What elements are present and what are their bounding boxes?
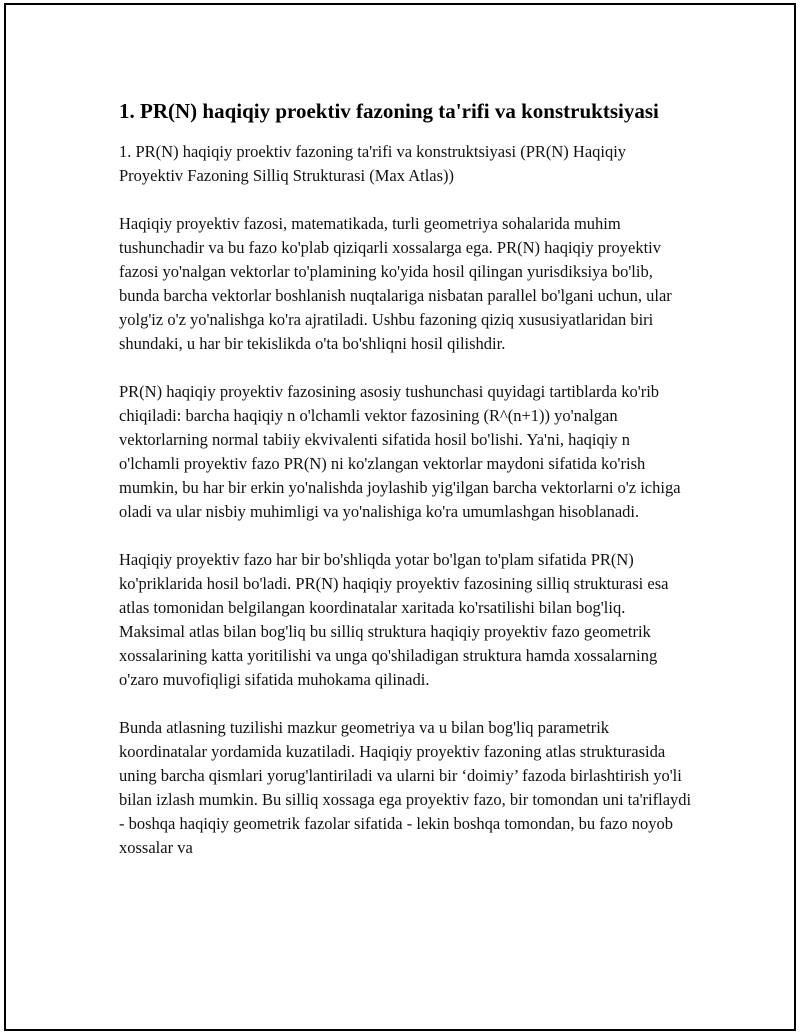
section-heading: 1. PR(N) haqiqiy proektiv fazoning ta'rifi va konstruktsiyasi bbox=[119, 99, 659, 123]
paragraph-1: 1. PR(N) haqiqiy proektiv fazoning ta'rifi va konstruktsiyasi (PR(N) Haqiqiy Proyektiv Fazoning Silliq Strukturasi (Max Atlas)) bbox=[119, 142, 627, 185]
paragraph-2: Haqiqiy proyektiv fazosi, matematikada, turli geometriya sohalarida muhim tushunchadir va bu fazo ko'plab qiziqarli xossalarga ega. PR(N) haqiqiy proyektiv fazosi yo'nalgan vektorlar to'plamining ko'yida hosil qilingan yurisdiksiya bo'lib, bunda barcha vektorlar boshlanish nuqtalariga nisbatan parallel bo'lgani uchun, ular yolg'iz o'z yo'nalishga ko'ra ajratiladi. Ushbu fazoning qiziq xususiyatlaridan biri shundaki, u har bir tekislikda o'ta bo'shliqni hosil qilishdir. bbox=[119, 214, 672, 353]
document-body bbox=[119, 96, 694, 884]
paragraph-3: PR(N) haqiqiy proyektiv fazosining asosiy tushunchasi quyidagi tartiblarda ko'rib chiqiladi: barcha haqiqiy n o'lchamli vektor fazosining (R^(n+1)) yo'nalgan vektorlarning normal tabiiy ekvivalenti sifatida hosil bo'lishi. Ya'ni, haqiqiy n o'lchamli proyektiv fazo PR(N) ni ko'zlangan vektorlar maydoni sifatida ko'rish mumkin, bu har bir erkin yo'nalishda joylashib yig'ilgan barcha vektorlarni o'z ichiga oladi va ular nisbiy muhimligi va yo'nalishiga ko'ra umumlashgan hisoblanadi. bbox=[119, 382, 681, 521]
paragraph-4: Haqiqiy proyektiv fazo har bir bo'shliqda yotar bo'lgan to'plam sifatida PR(N) ko'priklarida hosil bo'ladi. PR(N) haqiqiy proyektiv fazosining silliq strukturasi esa atlas tomonidan belgilangan koordinatalar xaritada ko'rsatilishi bilan bog'liq. Maksimal atlas bilan bog'liq bu silliq struktura haqiqiy proyektiv fazo geometrik xossalarining katta yoritilishi va unga qo'shiladigan struktura hamda xossalarning o'zaro muvofiqligi sifatida muhokama qilinadi. bbox=[119, 550, 669, 689]
document-page bbox=[4, 3, 796, 1031]
paragraph-5: Bunda atlasning tuzilishi mazkur geometriya va u bilan bog'liq parametrik koordinatalar yordamida kuzatiladi. Haqiqiy proyektiv fazoning atlas strukturasida uning barcha qismlari yorug'lantiriladi va ularni bir ‘doimiy’ fazoda birlashtirish yo'li bilan izlash mumkin. Bu silliq xossaga ega proyektiv fazo, bir tomondan uni ta'riflaydi - boshqa haqiqiy geometrik fazolar sifatida - lekin boshqa tomondan, bu fazo noyob xossalar va bbox=[119, 718, 692, 857]
